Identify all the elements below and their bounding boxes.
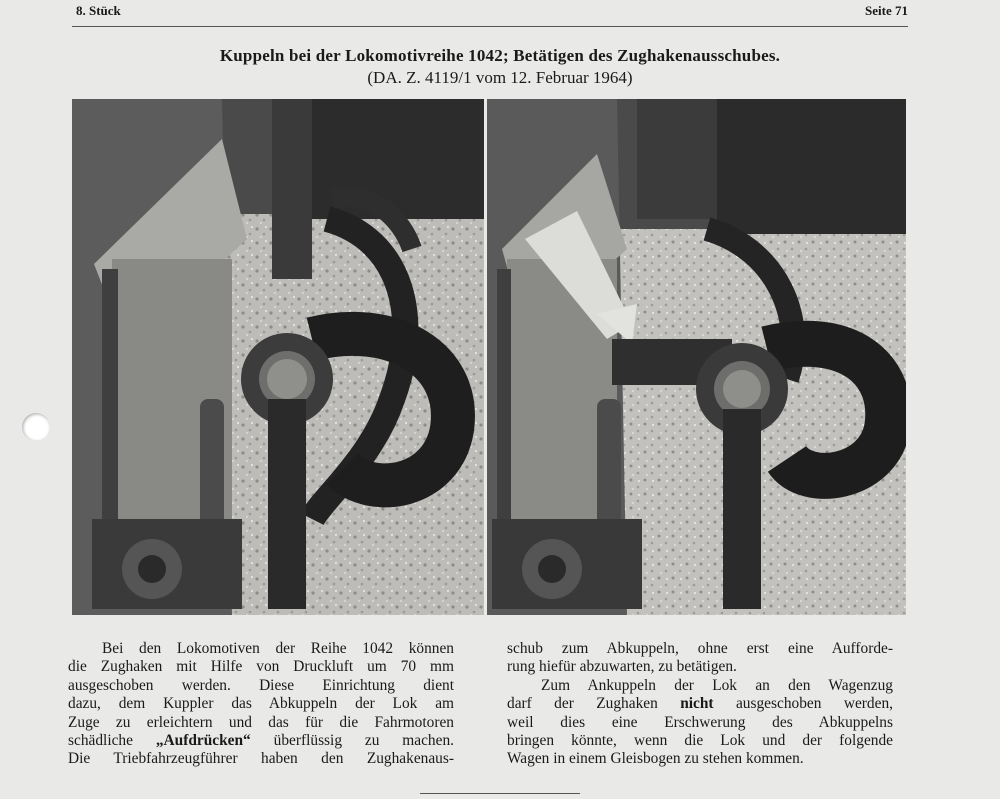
header-rule — [72, 26, 908, 27]
emphasized-term: „Aufdrücken“ — [155, 732, 251, 750]
text-line: bringen könnte, wenn die Lok und der folgende — [507, 732, 893, 750]
text-line: schub zum Abkuppeln, ohne erst eine Aufforde- — [507, 640, 893, 657]
text-line — [507, 695, 893, 713]
text-line: Wagen in einem Gleisbogen zu stehen kommen. — [507, 750, 804, 768]
text-line: rung hiefür abzuwarten, zu betätigen. — [507, 658, 737, 676]
body-column-right — [507, 640, 893, 769]
text-line: Zuge zu erleichtern und das für die Fahrmotoren — [68, 713, 454, 731]
text-line: Die Triebfahrzeugführer haben den Zughakenaus- — [68, 750, 454, 768]
text-line: Zum Ankuppeln der Lok an den Wagenzug — [541, 676, 893, 694]
article-subtitle: (DA. Z. 4119/1 vom 12. Februar 1964) — [367, 68, 633, 87]
text-run: überflüssig zu machen. — [250, 732, 454, 750]
punch-hole — [22, 413, 50, 441]
text-run: schädliche — [68, 732, 156, 750]
text-line: weil dies eine Erschwerung des Abkuppelns — [507, 713, 893, 731]
emphasized-term: nicht — [680, 695, 714, 713]
text-line: ausgeschoben werden. Diese Einrichtung dient — [68, 676, 454, 694]
issue-number: 8. Stück — [76, 3, 121, 18]
body-column-left — [68, 640, 454, 769]
photo-hook-extended — [487, 99, 906, 615]
text-line: die Zughaken mit Hilfe von Druckluft um 70 mm — [68, 658, 454, 676]
text-line: dazu, dem Kuppler das Abkuppeln der Lok am — [68, 695, 454, 713]
text-line: Bei den Lokomotiven der Reihe 1042 können — [102, 640, 454, 657]
text-run: ausgeschoben werden, — [713, 695, 893, 713]
text-run: darf der Zughaken — [507, 695, 681, 713]
page-header — [76, 3, 908, 23]
footer-rule — [420, 793, 580, 794]
photo-hook-retracted — [72, 99, 484, 615]
article-title: Kuppeln bei der Lokomotivreihe 1042; Betätigen des Zughakenausschubes. — [219, 46, 781, 65]
text-line — [68, 732, 454, 750]
page-number: Seite 71 — [865, 3, 908, 18]
